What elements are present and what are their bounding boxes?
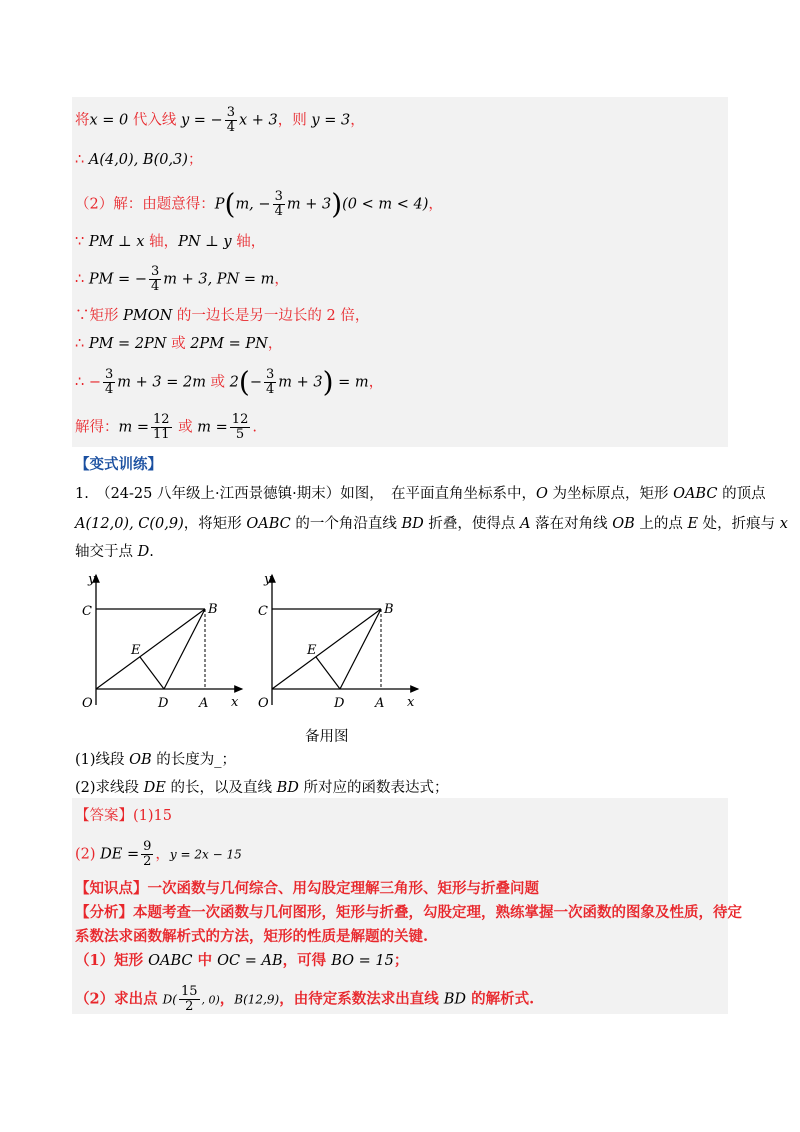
- label-b: B: [384, 602, 394, 617]
- segment-ed: [316, 657, 340, 689]
- figure-main: [60, 565, 250, 715]
- label-x: x: [407, 695, 415, 710]
- analysis-line-1: 【分析】本题考查一次函数与几何图形，矩形与折叠，勾股定理，熟练掌握一次函数的图象及性质，待定: [75, 904, 742, 921]
- solution-line-8: ∴ − $\frac{3}{4}$ m + 3 = 2m 或 2(− $\frac{3}{4}$ m + 3) = m，: [75, 365, 384, 399]
- fraction: $\frac{3}{4}$: [150, 264, 160, 294]
- answer-line-2: (2) DE = $\frac{9}{2}$ ，y = 2x − 15: [75, 839, 242, 869]
- question-2: (2)求线段 DE 的长，以及直线 BD 所对应的函数表达式；: [75, 780, 449, 796]
- segment-ob: [96, 609, 205, 689]
- label-a: A: [375, 696, 385, 711]
- problem-line-2: A(12,0), C(0,9)，将矩形 OABC 的一个角沿直线 BD 折叠，使得点 A 落在对角线 OB 上的点 E 处，折痕与 x: [75, 516, 788, 532]
- label-e: E: [307, 643, 317, 658]
- solution-line-3: （2）解：由题意得：P(m, − $\frac{3}{4}$ m + 3)(0 < m < 4)，: [75, 187, 443, 221]
- step-1: （1）矩形 OABC 中 OC = AB，可得 BO = 15；: [75, 952, 409, 969]
- fraction: $\frac{3}{4}$: [226, 105, 235, 135]
- analysis-line-2: 系数法求函数解析式的方法，矩形的性质是解题的关键.: [75, 928, 429, 945]
- section-title: 【变式训练】: [75, 456, 162, 473]
- fraction: $\frac{12}{5}$: [231, 412, 249, 442]
- segment-ed: [140, 657, 164, 689]
- fraction: $\frac{3}{4}$: [274, 189, 283, 219]
- label-x: x: [231, 695, 239, 710]
- solution-line-4: ∵ PM ⊥ x 轴，PN ⊥ y 轴，: [75, 234, 266, 250]
- label-c: C: [258, 604, 268, 619]
- label-a: A: [199, 696, 209, 711]
- solution-line-2: ∴ A(4,0), B(0,3)；: [75, 152, 203, 168]
- label-y: y: [88, 572, 96, 587]
- knowledge-point: 【知识点】一次函数与几何综合、用勾股定理解三角形、矩形与折叠问题: [75, 880, 539, 897]
- label-e: E: [131, 643, 141, 658]
- problem-line-1: 1. （24-25 八年级上·江西景德镇·期末）如图， 在平面直角坐标系中，O 为坐标原点，矩形 OABC 的顶点: [75, 486, 766, 502]
- fraction: $\frac{9}{2}$: [143, 839, 152, 869]
- solution-line-1: 将x = 0 代入线 y = − $\frac{3}{4}$ x + 3，则 y = 3，: [75, 105, 365, 135]
- segment-ob: [272, 609, 381, 689]
- step-2: （2）求出点 D( $\frac{15}{2}$ , 0)，B(12,9)，由待定系数法求出直线 BD 的解析式.: [75, 984, 535, 1014]
- question-1: (1)线段 OB 的长度为_；: [75, 752, 237, 768]
- label-d: D: [158, 696, 169, 711]
- problem-line-3: 轴交于点 D.: [75, 544, 154, 560]
- fraction: $\frac{12}{11}$: [153, 412, 170, 442]
- fraction: $\frac{3}{4}$: [104, 367, 114, 397]
- label-o: O: [258, 696, 269, 711]
- segment-bd: [340, 609, 381, 689]
- label-y: y: [264, 572, 272, 587]
- fraction: $\frac{3}{4}$: [266, 367, 275, 397]
- label-d: D: [334, 696, 345, 711]
- figure-backup: [236, 565, 426, 715]
- label-b: B: [208, 602, 218, 617]
- label-o: O: [82, 696, 93, 711]
- segment-bd: [164, 609, 205, 689]
- solution-line-5: ∴ PM = − $\frac{3}{4}$ m + 3, PN = m，: [75, 264, 289, 294]
- solution-line-6: ∵矩形 PMON 的一边长是另一边长的 2 倍，: [75, 308, 370, 324]
- solution-line-7: ∴ PM = 2PN 或 2PM = PN，: [75, 336, 283, 352]
- fraction: $\frac{15}{2}$: [180, 984, 198, 1014]
- figure-caption: 备用图: [305, 729, 349, 745]
- answer-line-1: 【答案】(1)15: [75, 808, 172, 824]
- solution-line-9: 解得：m = $\frac{12}{11}$ 或 m = $\frac{12}{5}$ .: [75, 412, 257, 442]
- label-c: C: [82, 604, 92, 619]
